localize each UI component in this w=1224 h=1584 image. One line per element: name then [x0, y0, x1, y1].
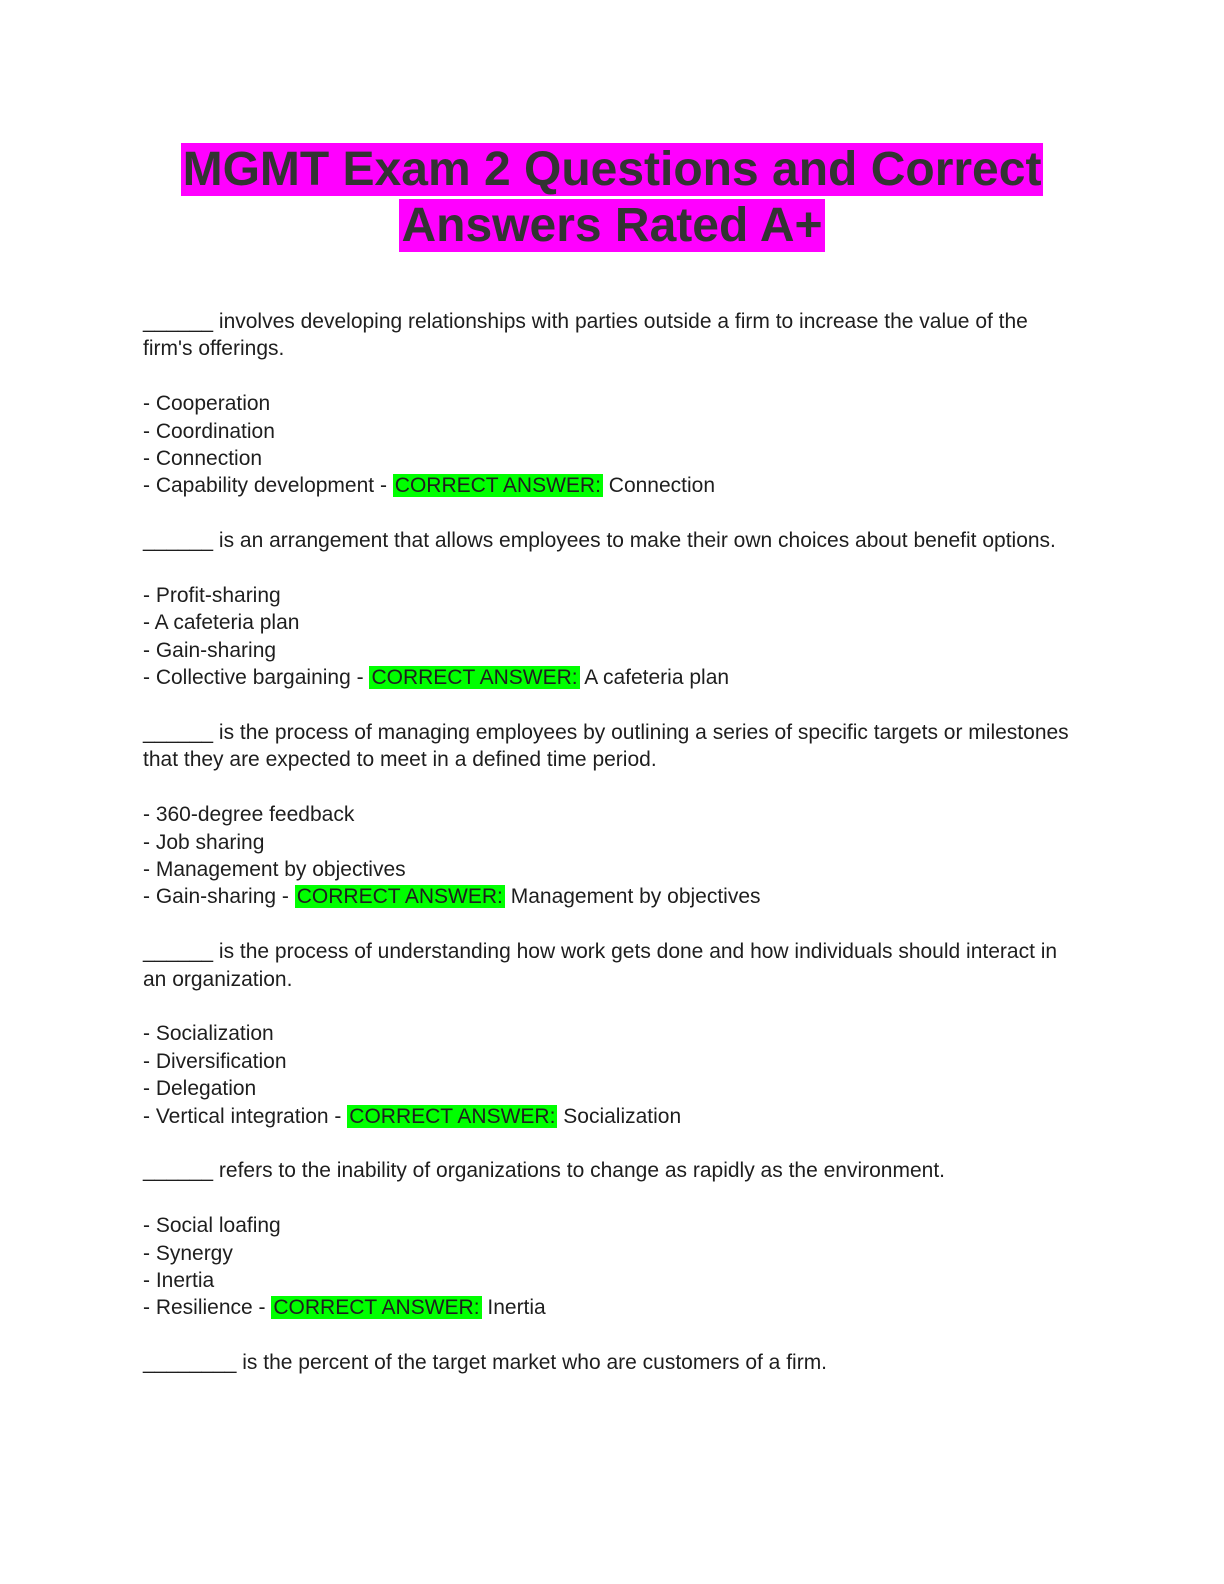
option-item: - Delegation — [143, 1077, 257, 1101]
option-text: - Collective bargaining - — [143, 666, 364, 690]
option-item-with-answer — [143, 1103, 1083, 1130]
option-item: - Profit-sharing — [143, 584, 281, 608]
option-text: - Capability development - — [143, 474, 387, 498]
correct-answer-label: CORRECT ANSWER: — [273, 1296, 480, 1320]
correct-answer-value: Inertia — [487, 1296, 546, 1320]
option-item: - Coordination — [143, 419, 275, 443]
option-item: - Management by objectives — [143, 858, 406, 882]
correct-answer-value: Socialization — [563, 1104, 682, 1128]
question-block — [143, 719, 1083, 911]
option-item-with-answer — [143, 472, 1083, 499]
answer-options — [143, 390, 1083, 500]
answer-options — [143, 1212, 1083, 1322]
option-item: - Cooperation — [143, 392, 271, 416]
question-text: ______ is an arrangement that allows employees to make their own choices about benefit options. — [143, 529, 1056, 553]
question-block — [143, 308, 1083, 500]
option-item: - Synergy — [143, 1241, 233, 1265]
option-item: - Gain-sharing — [143, 638, 277, 662]
correct-answer-value: Management by objectives — [510, 885, 761, 909]
option-item: - Socialization — [143, 1022, 274, 1046]
question-text: ______ involves developing relationships with parties outside a firm to increase the value of the firm's offerings. — [143, 310, 1028, 361]
option-item: - Social loafing — [143, 1214, 281, 1238]
answer-options — [143, 1020, 1083, 1130]
option-item-with-answer — [143, 883, 1083, 910]
option-item: - Inertia — [143, 1269, 215, 1293]
option-item: - 360-degree feedback — [143, 803, 355, 827]
question-text: ________ is the percent of the target market who are customers of a firm. — [143, 1351, 828, 1375]
question-text: ______ is the process of managing employees by outlining a series of specific targets or milestones that they are expected to meet in a defined time period. — [143, 721, 1069, 772]
question-block — [143, 938, 1083, 1130]
title-line-1: MGMT Exam 2 Questions and Correct — [182, 143, 1042, 196]
questions-list — [143, 308, 1083, 1377]
option-text: - Gain-sharing - — [143, 885, 289, 909]
option-text: - Vertical integration - — [143, 1104, 342, 1128]
answer-options — [143, 801, 1083, 911]
document-title — [0, 142, 1224, 254]
correct-answer-label: CORRECT ANSWER: — [371, 666, 578, 690]
correct-answer-label: CORRECT ANSWER: — [349, 1104, 556, 1128]
title-line-2: Answers Rated A+ — [401, 199, 823, 252]
option-item-with-answer — [143, 664, 1083, 691]
answer-options — [143, 582, 1083, 692]
option-text: - Resilience - — [143, 1296, 266, 1320]
option-item: - A cafeteria plan — [143, 611, 300, 635]
option-item: - Job sharing — [143, 830, 265, 854]
option-item: - Connection — [143, 447, 263, 471]
question-text: ______ refers to the inability of organizations to change as rapidly as the environment. — [143, 1159, 945, 1183]
question-block — [143, 527, 1083, 691]
question-block — [143, 1157, 1083, 1321]
question-text: ______ is the process of understanding how work gets done and how individuals should interact in an organization. — [143, 940, 1058, 991]
correct-answer-label: CORRECT ANSWER: — [296, 885, 503, 909]
option-item-with-answer — [143, 1294, 1083, 1321]
correct-answer-label: CORRECT ANSWER: — [394, 474, 601, 498]
correct-answer-value: A cafeteria plan — [584, 666, 730, 690]
correct-answer-value: Connection — [608, 474, 716, 498]
option-item: - Diversification — [143, 1049, 287, 1073]
